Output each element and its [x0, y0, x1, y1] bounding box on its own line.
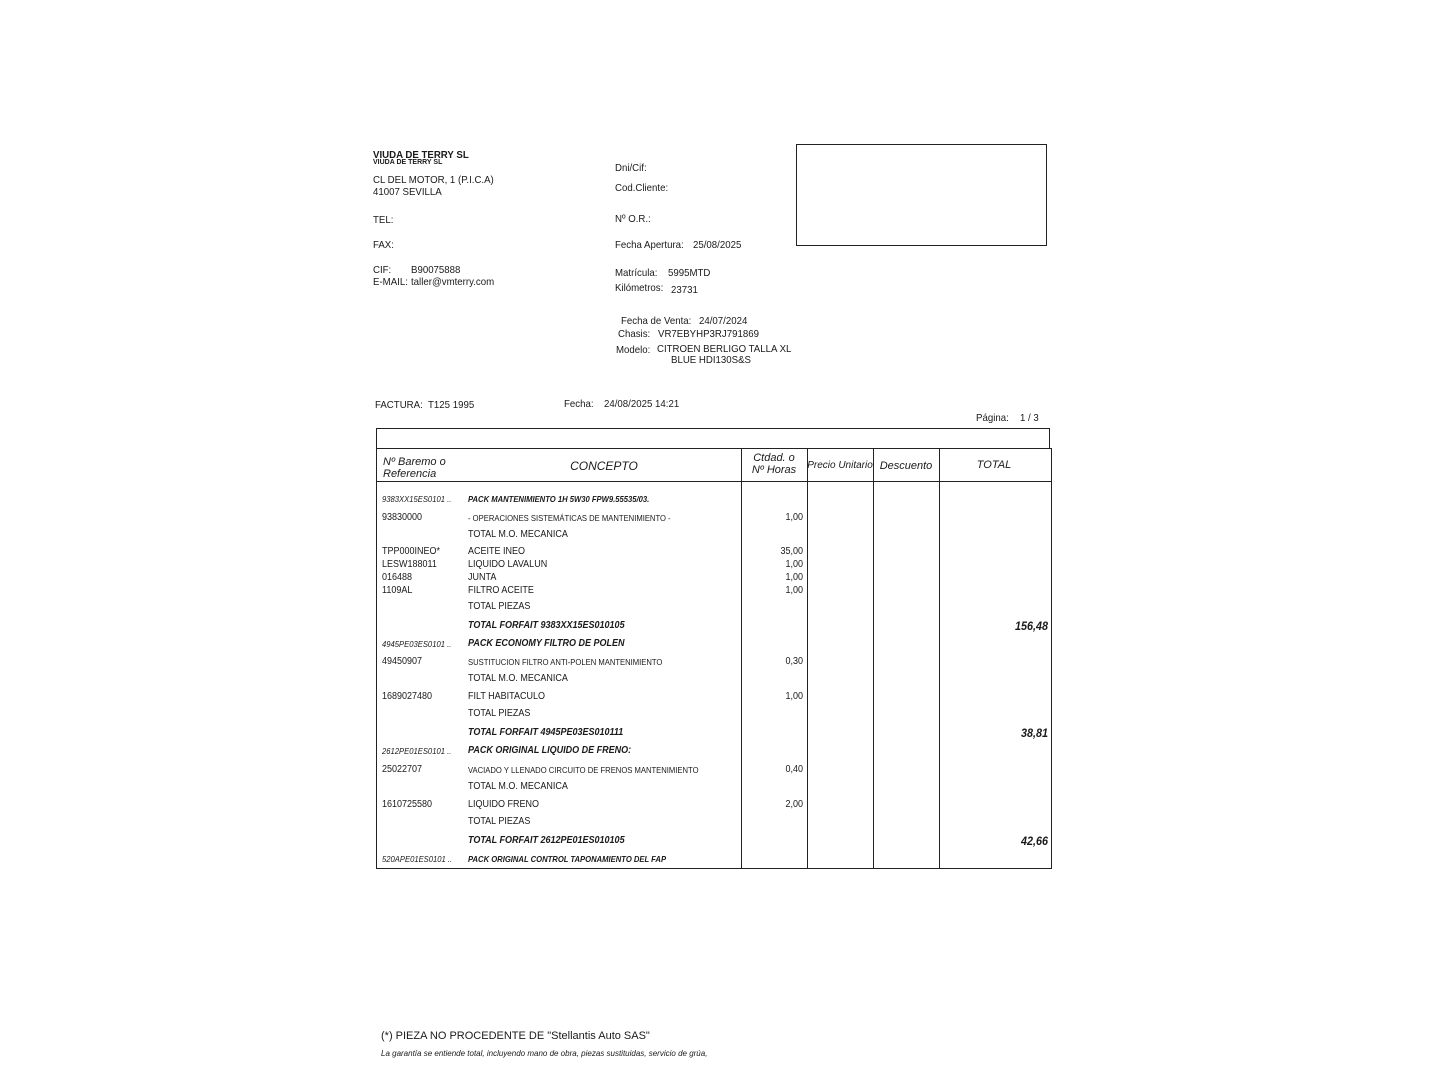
email-label: E-MAIL:: [373, 276, 408, 288]
row-total: 156,48: [1014, 619, 1048, 633]
table-row: [377, 672, 1051, 686]
table-row: [377, 584, 1051, 598]
row-reference: 1689027480: [382, 691, 433, 702]
plate-label: Matrícula:: [615, 267, 658, 279]
row-concept: TOTAL FORFAIT 4945PE03ES010111: [468, 727, 624, 738]
invoice-date-value: 24/08/2025 14:21: [604, 398, 680, 410]
or-number-label: Nº O.R.:: [615, 213, 651, 225]
row-concept: TOTAL M.O. MECANICA: [468, 529, 568, 540]
row-reference: TPP000INEO*: [382, 546, 441, 557]
table-row: [377, 511, 1051, 525]
row-quantity: 1,00: [785, 572, 803, 583]
row-total: 38,81: [1020, 726, 1048, 740]
table-row: [377, 707, 1051, 721]
header-discount: Descuento: [879, 460, 933, 472]
table-row: [377, 852, 1051, 866]
table-row: [377, 571, 1051, 585]
opening-date-value: 25/08/2025: [693, 239, 742, 251]
row-quantity: 1,00: [785, 585, 803, 596]
header-total: TOTAL: [976, 459, 1012, 471]
row-quantity: 1,00: [785, 691, 803, 702]
row-reference: 25022707: [382, 764, 423, 775]
header-ref: Nº Baremo o Referencia: [383, 456, 446, 480]
row-concept: PACK MANTENIMIENTO 1H 5W30 FPW9.55535/03.: [468, 494, 650, 504]
row-concept: JUNTA: [468, 572, 497, 583]
table-top-band: [376, 428, 1050, 449]
row-quantity: 0,40: [785, 764, 803, 775]
row-quantity: 2,00: [785, 799, 803, 810]
table-row: [377, 726, 1051, 740]
table-row: [377, 637, 1051, 651]
table-row: [377, 558, 1051, 572]
client-address-box: [796, 144, 1047, 246]
table-row: [377, 763, 1051, 777]
table-row: [377, 655, 1051, 669]
row-reference: 2612PE01ES0101 ..: [382, 746, 452, 756]
row-concept: TOTAL M.O. MECANICA: [468, 781, 568, 792]
row-concept: TOTAL M.O. MECANICA: [468, 673, 568, 684]
table-row: [377, 798, 1051, 812]
row-concept: SUSTITUCION FILTRO ANTI-POLEN MANTENIMIENTO: [468, 657, 663, 667]
row-reference: 9383XX15ES0101 ..: [382, 494, 452, 504]
sale-date-label: Fecha de Venta:: [621, 315, 692, 327]
company-name: VIUDA DE TERRY SL: [373, 149, 469, 161]
cif-value: B90075888: [411, 264, 461, 276]
row-concept: FILTRO ACEITE: [468, 585, 534, 596]
row-reference: 49450907: [382, 656, 423, 667]
row-reference: 016488: [382, 572, 413, 583]
row-reference: 520APE01ES0101 ..: [382, 854, 453, 864]
row-reference: 93830000: [382, 512, 423, 523]
client-code-label: Cod.Cliente:: [615, 182, 669, 194]
row-reference: 1610725580: [382, 799, 433, 810]
chassis-label: Chasis:: [618, 328, 651, 340]
table-row: [377, 834, 1051, 848]
row-concept: FILT HABITACULO: [468, 691, 546, 702]
row-total: 42,66: [1020, 834, 1048, 848]
row-quantity: 1,00: [785, 559, 803, 570]
row-reference: 4945PE03ES0101 ..: [382, 639, 452, 649]
invoice-number: T125 1995: [428, 399, 475, 411]
header-concept: CONCEPTO: [570, 459, 638, 473]
table-row: [377, 528, 1051, 542]
row-concept: TOTAL FORFAIT 9383XX15ES010105: [468, 620, 625, 631]
row-concept: TOTAL PIEZAS: [468, 601, 531, 612]
footer-guarantee: La garantía se entiende total, incluyendo mano de obra, piezas sustituidas, servicio de grúa,: [381, 1049, 708, 1058]
plate-value: 5995MTD: [668, 267, 711, 279]
row-concept: VACIADO Y LLENADO CIRCUITO DE FRENOS MANTENIMIENTO: [468, 765, 699, 775]
row-concept: PACK ORIGINAL LIQUIDO DE FRENO:: [468, 745, 632, 756]
company-address-line2: 41007 SEVILLA: [373, 186, 442, 198]
dni-label: Dni/Cif:: [615, 162, 647, 174]
header-unit-price: Precio Unitario: [807, 460, 873, 471]
km-label: Kilómetros:: [615, 282, 664, 294]
km-value: 23731: [671, 284, 698, 296]
fax-label: FAX:: [373, 239, 394, 251]
table-row: [377, 545, 1051, 559]
table-row: [377, 690, 1051, 704]
row-reference: LESW188011: [382, 559, 437, 570]
row-concept: TOTAL PIEZAS: [468, 816, 531, 827]
model-line2: BLUE HDI130S&S: [671, 354, 752, 366]
model-line1: CITROEN BERLIGO TALLA XL: [657, 343, 792, 355]
row-quantity: 35,00: [780, 546, 803, 557]
page-number: 1 / 3: [1020, 412, 1039, 424]
company-name-small: VIUDA DE TERRY SL: [373, 159, 443, 166]
row-quantity: 0,30: [785, 656, 803, 667]
table-row: [377, 780, 1051, 794]
tel-label: TEL:: [373, 214, 394, 226]
table-row: [377, 600, 1051, 614]
table-row: [377, 492, 1051, 506]
table-row: [377, 744, 1051, 758]
footer-note: (*) PIEZA NO PROCEDENTE DE "Stellantis Auto SAS": [381, 1030, 650, 1042]
table-row: [377, 815, 1051, 829]
model-label: Modelo:: [616, 344, 651, 356]
row-concept: - OPERACIONES SISTEMÁTICAS DE MANTENIMIENTO -: [468, 513, 671, 523]
row-concept: PACK ORIGINAL CONTROL TAPONAMIENTO DEL FAP: [468, 854, 667, 864]
table-row: [377, 619, 1051, 633]
row-concept: ACEITE INEO: [468, 546, 526, 557]
row-concept: LIQUIDO FRENO: [468, 799, 540, 810]
company-address-line1: CL DEL MOTOR, 1 (P.I.C.A): [373, 174, 494, 186]
opening-date-label: Fecha Apertura:: [615, 239, 684, 251]
invoice-date-label: Fecha:: [564, 398, 594, 410]
row-reference: 1109AL: [382, 585, 413, 596]
row-concept: LIQUIDO LAVALUN: [468, 559, 548, 570]
row-quantity: 1,00: [785, 512, 803, 523]
row-concept: TOTAL FORFAIT 2612PE01ES010105: [468, 835, 625, 846]
header-quantity: Ctdad. o Nº Horas: [751, 452, 797, 476]
cif-label: CIF:: [373, 264, 392, 276]
sale-date-value: 24/07/2024: [699, 315, 748, 327]
row-concept: PACK ECONOMY FILTRO DE POLEN: [468, 638, 625, 649]
page-label: Página:: [976, 412, 1009, 424]
invoice-label: FACTURA:: [375, 399, 423, 411]
chassis-value: VR7EBYHP3RJ791869: [658, 328, 759, 340]
email-value: taller@vmterry.com: [411, 276, 495, 288]
row-concept: TOTAL PIEZAS: [468, 708, 531, 719]
invoice-table: [376, 448, 1052, 869]
